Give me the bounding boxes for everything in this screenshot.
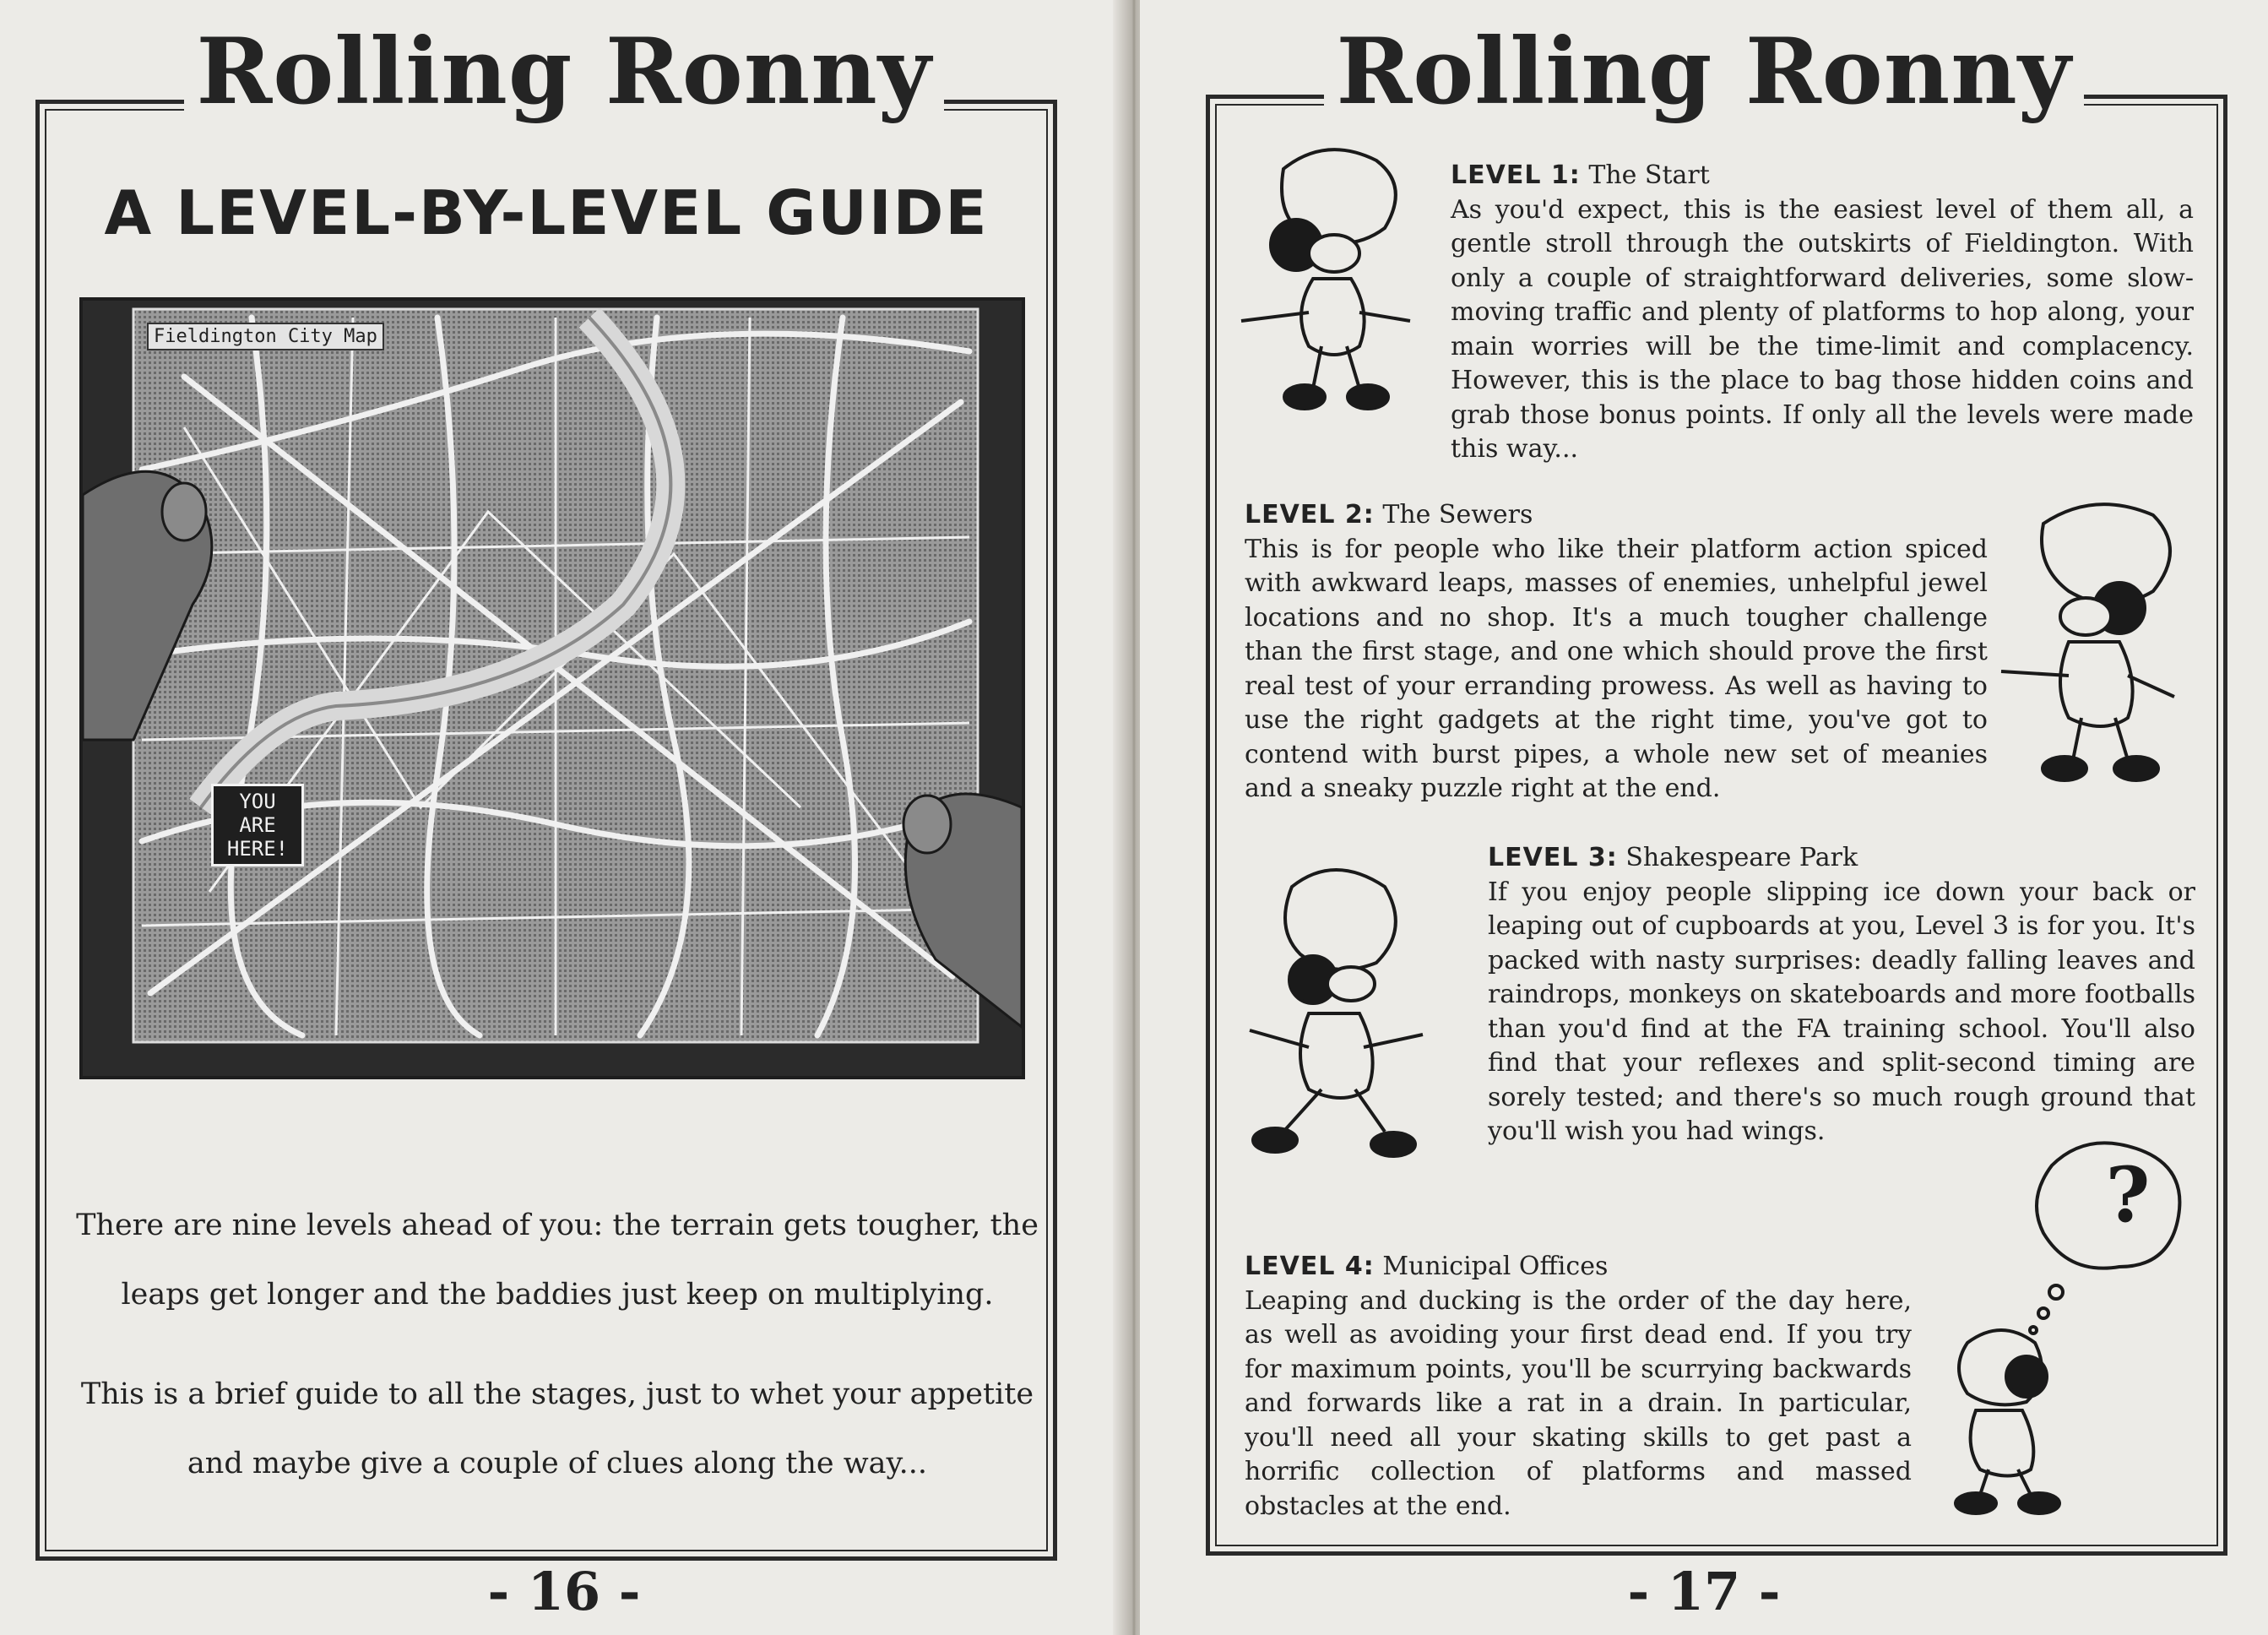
level-1-text: As you'd expect, this is the easiest level of them all, a gentle stroll through the outskirts of Fieldington. With only a couple of straightforward deliveries, some slow-moving traffic and plenty of platforms to hop along, your main worries will be the time-limit and complacency. However, this is the place to bag those hidden coins and grab those bonus points. If only all the levels were made this way... (1451, 194, 2194, 464)
ronny-cartoon-startled-icon (1224, 853, 1444, 1174)
intro-paragraph-1: There are nine levels ahead of you: the terrain gets tougher, the leaps get longer and the baddies just keep on multiplying. (76, 1209, 1039, 1312)
page-title: Rolling Ronny (1140, 17, 2268, 127)
intro-paragraph-2: This is a brief guide to all the stages, just to whet your appetite and maybe give a couple of clues along the way... (80, 1377, 1034, 1480)
page-number: - 16 - (487, 1561, 641, 1622)
map-graphic (83, 301, 1022, 1076)
level-2-text: This is for people who like their platform action spiced with awkward leaps, masses of enemies, unhelpful jewel locations and no shop. It's a much tougher challenge than the first stage, and one which should prove the first real test of your erranding prowess. As well as having to use the right gadgets at the right time, you've got to contend with burst pipes, a whole new set of meanies and a sneaky puzzle right at the end. (1245, 534, 1988, 803)
page-17 (1140, 0, 2268, 1635)
page-number: - 17 - (1627, 1561, 1781, 1622)
level-3-text: If you enjoy people slipping ice down your back or leaping out of cupboards at you, Level 3 is for you. It's packed with nasty surprises: deadly falling leaves and raindrops, monkeys on skateboards and more footballs than you'd find at the FA training school. You'll also find that your reflexes and split-second timing are sorely tested; and there's so much rough ground that you'll wish you had wings. (1488, 877, 2195, 1146)
level-1-title: LEVEL 1: The Start (1451, 160, 1710, 190)
guide-heading: A LEVEL-BY-LEVEL GUIDE (104, 177, 989, 248)
level-3-title: LEVEL 3: Shakespeare Park (1488, 843, 1858, 872)
ronny-cartoon-shrugging-icon (1224, 135, 1427, 422)
you-are-here-marker: YOU ARE HERE! (211, 784, 304, 866)
ronny-cartoon-pointing-icon (1993, 490, 2195, 794)
level-4-text: Leaping and ducking is the order of the day here, as well as avoiding your first dead end. If you try for maximum points, you'll be scurrying backwards and forwards like a rat in a drain. In particular, you'll need all your skating skills to get past a horrific collection of platforms and massed obstacles at the end. (1245, 1285, 1912, 1521)
level-1-section (1451, 159, 2194, 467)
level-3-section (1488, 841, 2195, 1149)
page-16 (0, 0, 1128, 1635)
level-2-section (1245, 498, 1988, 807)
level-4-section (1245, 1250, 1912, 1524)
city-map-illustration (79, 297, 1025, 1079)
page-title: Rolling Ronny (0, 17, 1128, 127)
map-label: Fieldington City Map (147, 323, 384, 350)
level-4-title: LEVEL 4: Municipal Offices (1245, 1252, 1609, 1281)
level-2-title: LEVEL 2: The Sewers (1245, 500, 1533, 530)
question-mark: ? (2105, 1150, 2151, 1240)
